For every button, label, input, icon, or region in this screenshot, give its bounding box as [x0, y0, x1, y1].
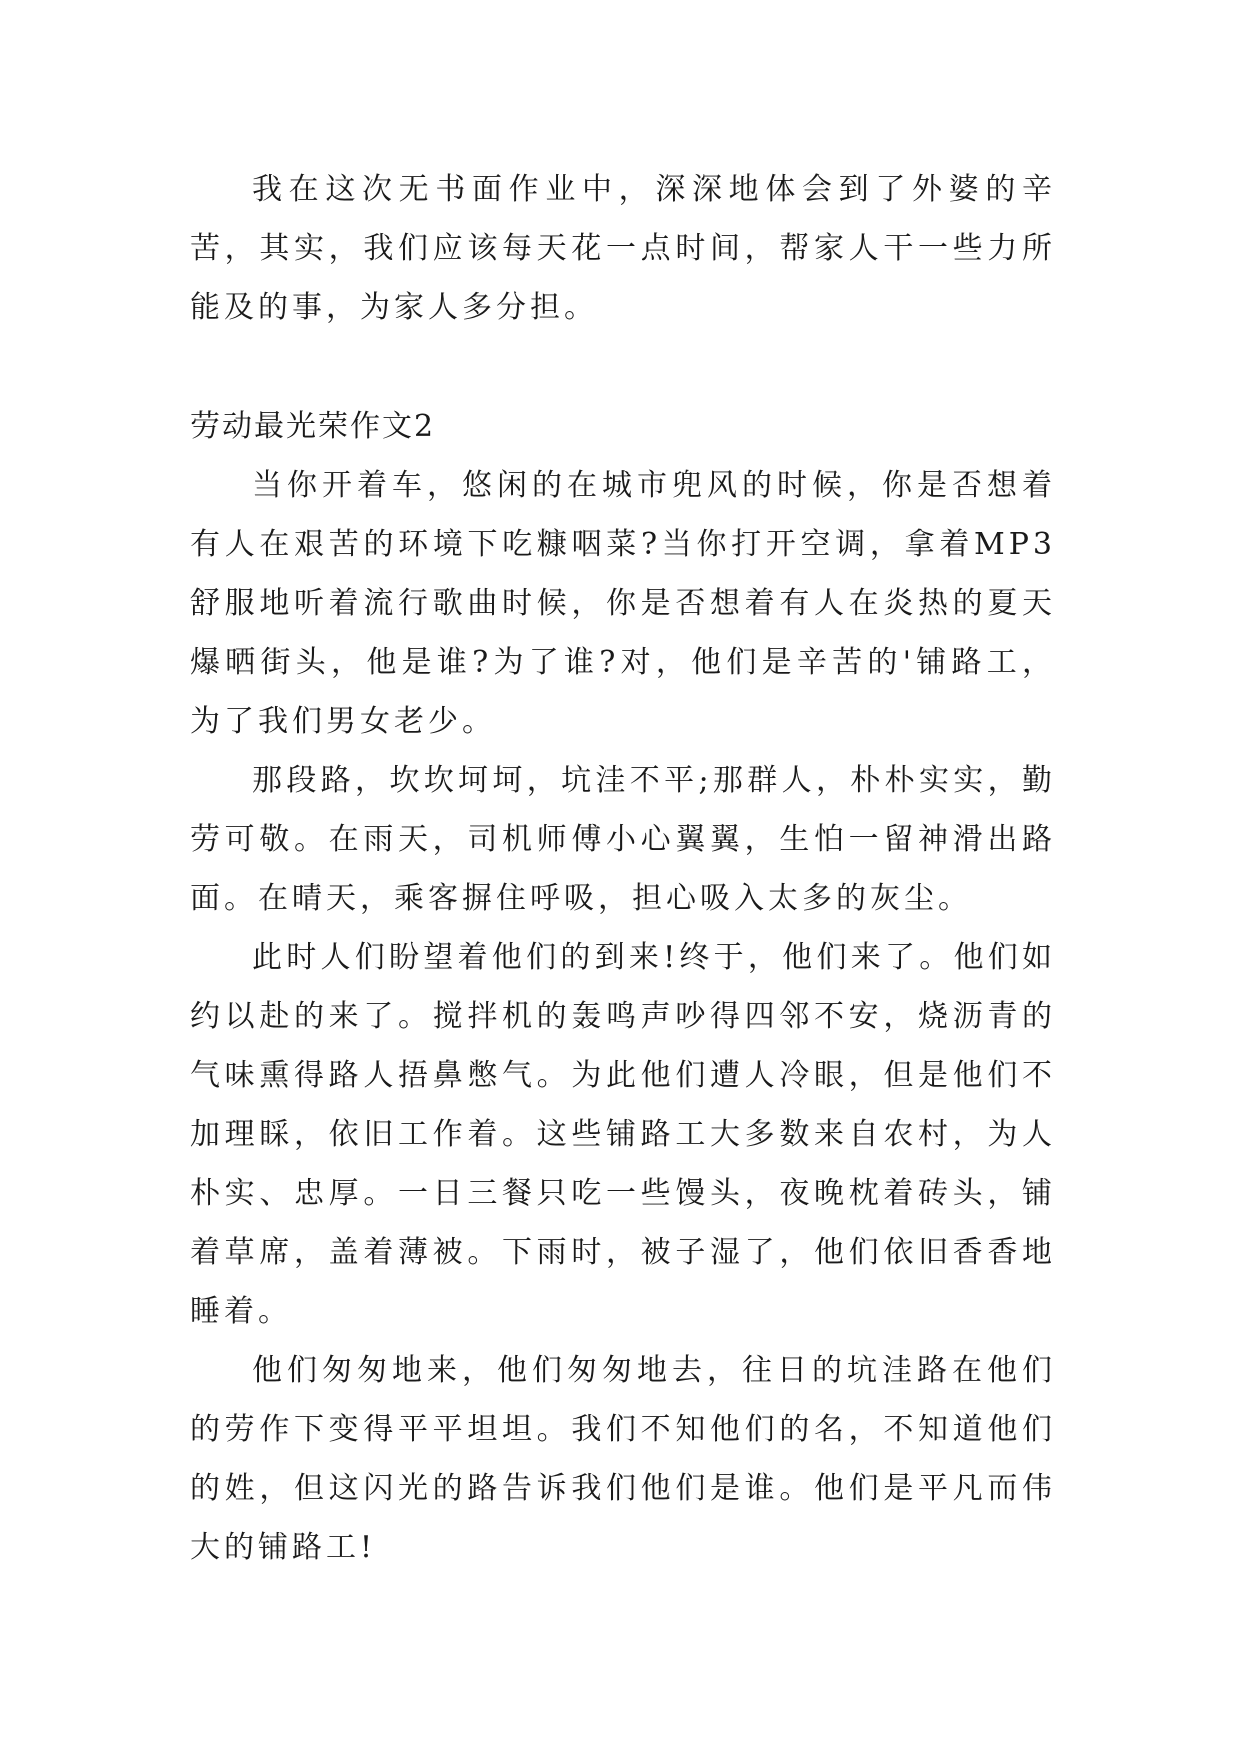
section-heading: 劳动最光荣作文2	[190, 409, 436, 444]
paragraph-4: 他们匆匆地来，他们匆匆地去，往日的坑洼路在他们的劳作下变得平平坦坦。我们不知他们的名，不知道他们的姓，但这闪光的路告诉我们他们是谁。他们是平凡而伟大的铺路工!	[190, 1353, 1056, 1565]
paragraph-intro: 我在这次无书面作业中，深深地体会到了外婆的辛苦，其实，我们应该每天花一点时间，帮家人干一些力所能及的事，为家人多分担。	[190, 172, 1056, 325]
paragraph-2: 那段路，坎坎坷坷，坑洼不平;那群人，朴朴实实，勤劳可敬。在雨天，司机师傅小心翼翼，生怕一留神滑出路面。在晴天，乘客摒住呼吸，担心吸入太多的灰尘。	[190, 763, 1056, 916]
paragraph-1: 当你开着车，悠闲的在城市兜风的时候，你是否想着有人在艰苦的环境下吃糠咽菜?当你打开空调，拿着MP3舒服地听着流行歌曲时候，你是否想着有人在炎热的夏天爆晒街头，他是谁?为了谁?对，他们是辛苦的'铺路工，为了我们男女老少。	[190, 468, 1056, 739]
document-body	[190, 160, 1056, 1577]
paragraph-3: 此时人们盼望着他们的到来!终于，他们来了。他们如约以赴的来了。搅拌机的轰鸣声吵得四邻不安，烧沥青的气味熏得路人捂鼻憋气。为此他们遭人冷眼，但是他们不加理睬，依旧工作着。这些铺路工大多数来自农村，为人朴实、忠厚。一日三餐只吃一些馒头，夜晚枕着砖头，铺着草席，盖着薄被。下雨时，被子湿了，他们依旧香香地睡着。	[190, 940, 1056, 1329]
